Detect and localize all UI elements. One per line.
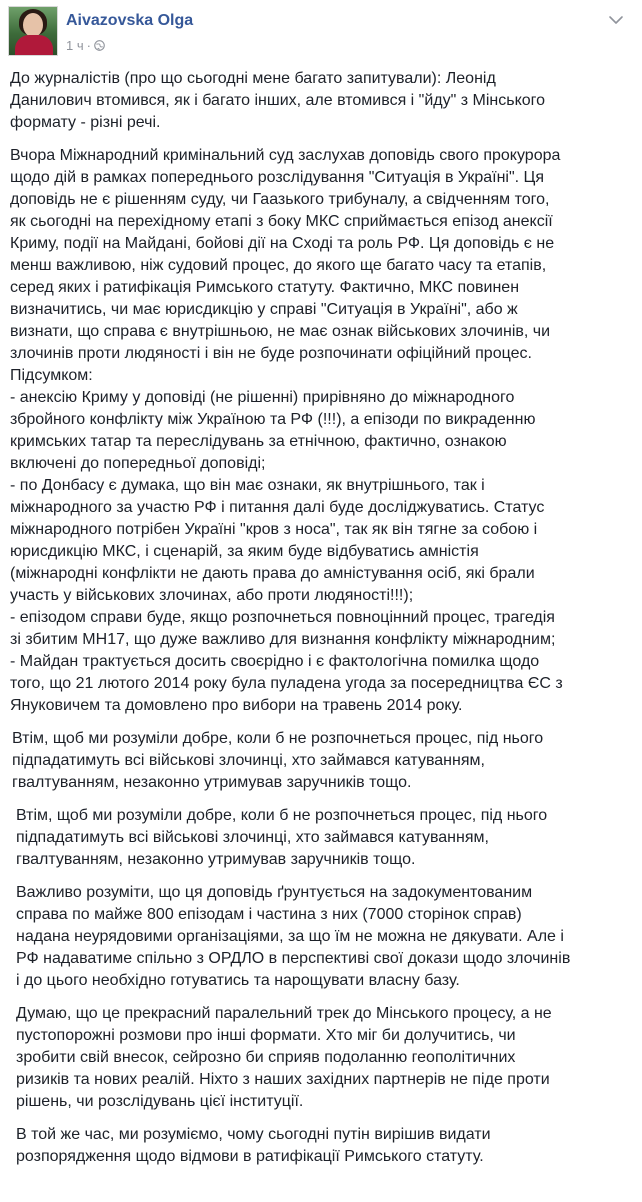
paragraph-war-crimes-1: Втім, щоб ми розуміли добре, коли б не розпочнеться процес, під нього підпадатимуть всі військові злочинці, хто займався катуванням, гвалтуванням, незаконно утримував заручників тощо. bbox=[12, 730, 544, 791]
paragraph-evidence: Важливо розуміти, що ця доповідь ґрунтується на задокументованим справа по майже 800 епізодам і частина з них (7000 сторінок справ) надана неурядовими організаціями, за що їм не можна не дякувати. Але і РФ надаватиме спільно з ОРДЛО в перспективі свої докази щодо злочинів і до цього необхідно готуватись та нарощувати власну базу. bbox=[16, 884, 571, 989]
post-meta bbox=[66, 38, 105, 53]
paragraph-war-crimes-2: Втім, щоб ми розуміли добре, коли б не розпочнеться процес, під нього підпадатимуть всі військові злочинці, хто займався катуванням, гвалтуванням, незаконно утримував заручників тощо. bbox=[16, 807, 548, 868]
avatar[interactable] bbox=[8, 6, 58, 56]
author-name[interactable]: Aivazovska Olga bbox=[66, 12, 194, 29]
paragraph-intro: До журналістів (про що сьогодні мене багато запитували): Леонід Данилович втомився, як і багато інших, але втомився і "йду" з Мінського формату - різні речі. bbox=[10, 70, 546, 131]
meta-separator: · bbox=[86, 38, 91, 53]
paragraph-main: Вчора Міжнародний кримінальний суд заслухав доповідь свого прокурора щодо дій в рамках попереднього розслідування "Ситуація в Україні". Ця доповідь не є рішенням суду, чи Гаазького трибуналу, а свідченням того, як сьогодні на перехідному етапі з боку МКС сприймається епізод анексії Криму, події на Майдані, бойові дії на Сході та роль РФ. Ця доповідь є не менш важливою, ніж судовий процес, до якого ще багато часу та етапів, серед яких і ратифікація Римського статуту. Фактично, МКС повинен визначитись, чи має юрисдикцію у справі "Ситуація в Україні", або ж визнати, що справа є внутрішньою, не має ознак військових злочинів, чи злочинів проти людяності і він не буде розпочинати офіційний процес. Підсумком: - анексію Криму у доповіді (не рішенні) прирівняно до міжнародного збройного конфлікту між Україною та РФ (!!!), а епізоди по викраденню кримських татар та переслідувань за етнічною, фактично, ознакою включені до попередньої доповіді; - по Донбасу є думака, що він має ознаки, як внутрішнього, так і міжнародного за участю РФ і питання далі буде досліджуватись. Статус міжнародного потрібен Україні "кров з носа", так як він тягне за собою і юрисдикцію МКС, і сценарій, за яким буде відбуватись амністія (міжнародні конфлікти не дають права до амністування осіб, які брали участь у військових злочинах, або проти людяності!!!); - епізодом справи буде, якщо розпочнеться повноцінний процес, трагедія зі збитим МН17, що дуже важливо для визнання конфлікту міжнародним; - Майдан трактується досить своєрідно і є фактологічна помилка щодо того, що 21 лютого 2014 року була пуладена угода за посередництва ЄС з Януковичем та домовлено про вибори на травень 2014 року. bbox=[10, 147, 563, 714]
post-time[interactable]: 1 ч bbox=[66, 38, 84, 53]
globe-icon[interactable] bbox=[94, 40, 105, 51]
paragraph-parallel-track: Думаю, що це прекрасний паралельний трек до Мінського процесу, а не пустопорожні розмови про інші формати. Хто міг би долучитись, чи зробити свій внесок, сейрозно би сприяв подоланню геополітичних ризиків та нових реалій. Ніхто з наших західних партнерів не піде проти рішень, чи розслідувань цієї інституції. bbox=[16, 1005, 552, 1110]
post-body bbox=[10, 68, 590, 1179]
post-header bbox=[8, 6, 634, 62]
paragraph-conclusion: В той же час, ми розуміємо, чому сьогодні путін вирішив видати розпорядження щодо відмови в ратифікації Римського статуту. bbox=[16, 1126, 491, 1165]
chevron-down-icon[interactable] bbox=[608, 14, 624, 26]
